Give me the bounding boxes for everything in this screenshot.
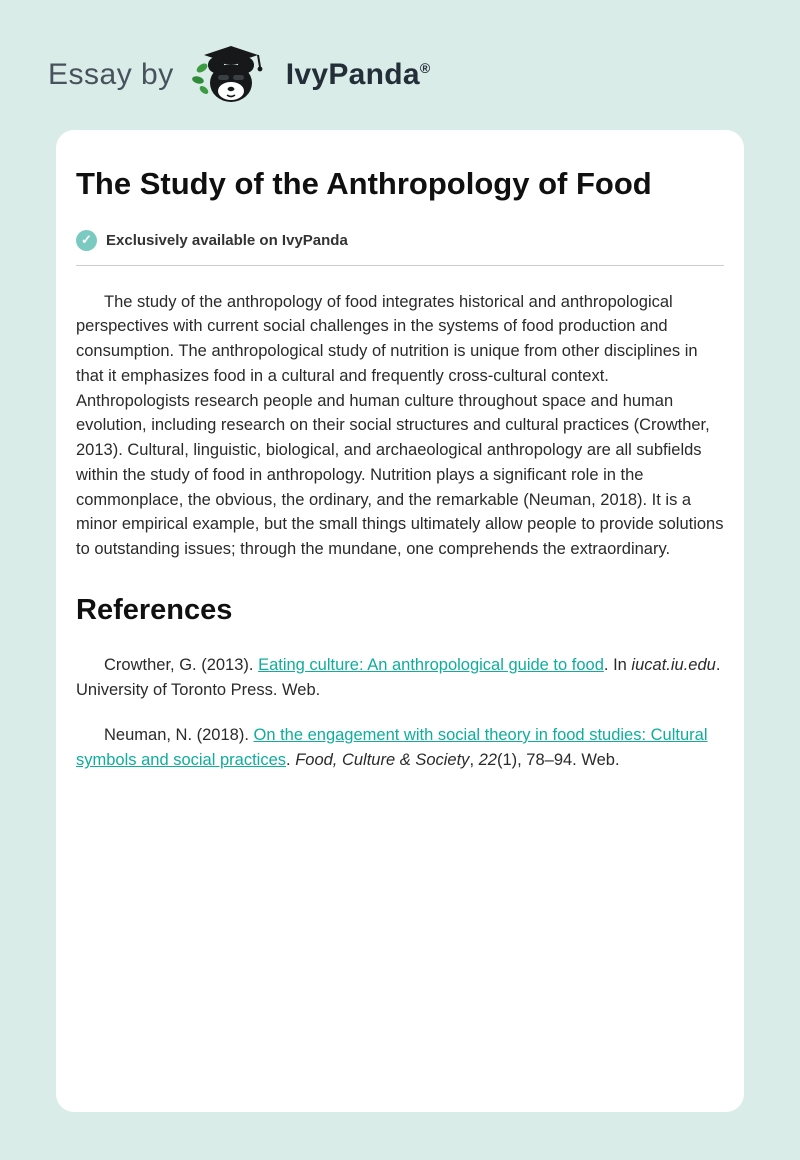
ref2-post: (1), 78–94. Web. [496, 751, 620, 770]
ref1-mid: . In [603, 655, 632, 674]
brand-text: IvyPanda [285, 58, 420, 91]
essay-by-label: Essay by [48, 58, 174, 91]
ref2-sep: , [469, 751, 479, 770]
check-icon: ✓ [76, 230, 97, 251]
ref2-journal: Food, Culture & Society [295, 751, 470, 770]
availability-badge-label: Exclusively available on IvyPanda [106, 231, 348, 249]
ref2-link[interactable]: On the engagement with social theory in food studies: Cultural symbols and social practices [76, 726, 708, 770]
essay-card [56, 130, 744, 1112]
essay-paragraph: The study of the anthropology of food integrates historical and anthropological perspectives with current social challenges in the systems of food production and consumption. The anthropological study of nutrition is unique from other disciplines in that it emphasizes food in a cultural and frequently cross-cultural context. Anthropologists research people and human culture throughout space and human evolution, including research on their social structures and cultural practices (Crowther, 2013). Cultural, linguistic, biological, and archaeological anthropology are all subfields within the study of food in anthropology. Nutrition plays a significant role in the commonplace, the obvious, the ordinary, and the remarkable (Neuman, 2018). It is a minor empirical example, but the small things ultimately allow people to provide solutions to outstanding issues; through the mundane, one comprehends the extraordinary. [76, 292, 724, 559]
ref1-link[interactable]: Eating culture: An anthropological guide to food [258, 655, 604, 674]
brand-name [286, 58, 431, 92]
ref2-mid: . [286, 751, 296, 770]
site-header [0, 0, 800, 110]
registered-mark: ® [419, 60, 431, 76]
reference-entry-1 [76, 653, 724, 703]
page-title: The Study of the Anthropology of Food [76, 166, 652, 201]
references-heading: References [76, 593, 233, 626]
availability-badge [76, 230, 724, 251]
ref2-volume: 22 [478, 751, 497, 770]
divider [76, 265, 724, 266]
ref1-pre: Crowther, G. (2013). [104, 655, 259, 674]
ref1-post: . University of Toronto Press. Web. [76, 655, 721, 699]
ref1-source: iucat.iu.edu [631, 655, 716, 674]
reference-entry-2 [76, 723, 724, 773]
ivypanda-panda-logo-icon [188, 42, 272, 108]
ref2-pre: Neuman, N. (2018). [104, 726, 254, 745]
